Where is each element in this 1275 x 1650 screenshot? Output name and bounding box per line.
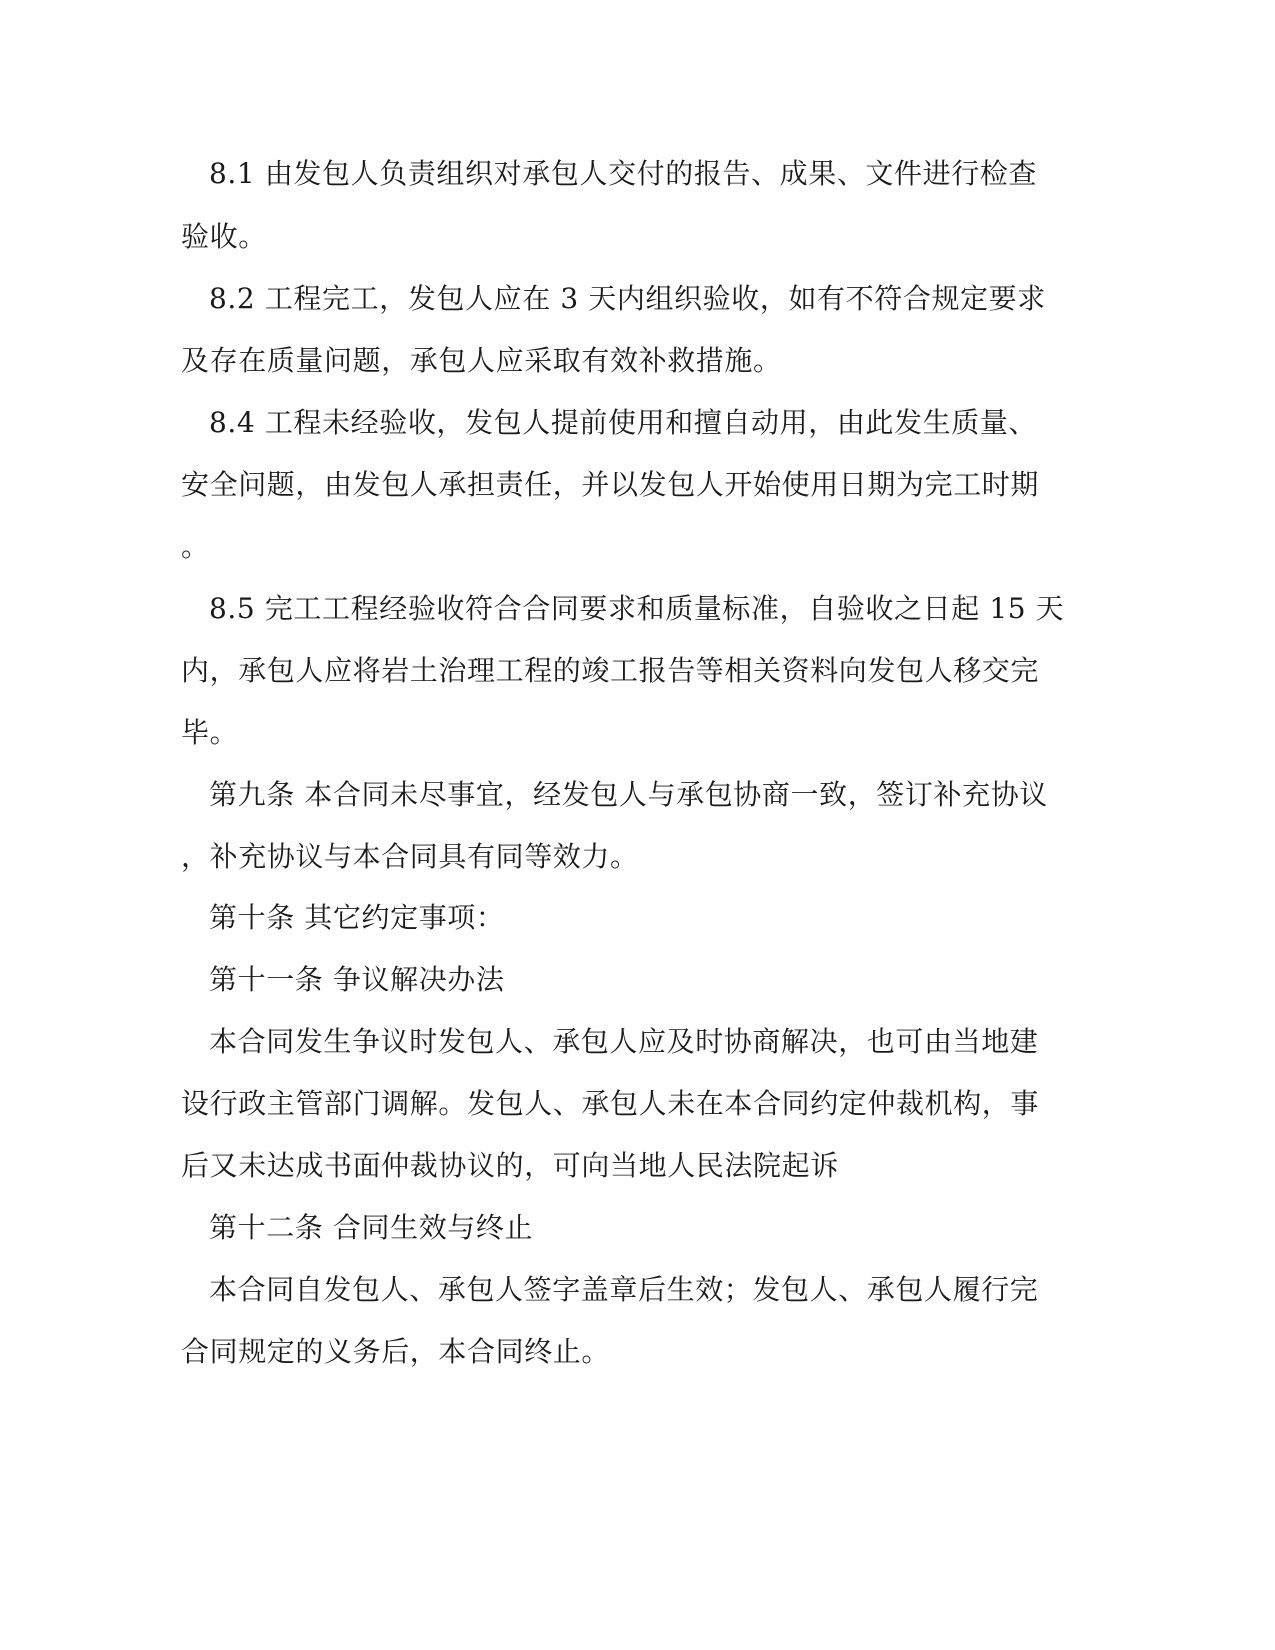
clause-8-4-line-2: 安全问题，由发包人承担责任，并以发包人开始使用日期为完工时期 — [181, 468, 1040, 501]
article-10-heading: 第十条 其它约定事项： — [209, 901, 505, 934]
article-9-line-1: 第九条 本合同未尽事宜，经发包人与承包协商一致，签订补充协议 — [209, 778, 1048, 811]
clause-8-4-line-3: 。 — [181, 530, 210, 563]
article-12-line-2: 合同规定的义务后，本合同终止。 — [181, 1335, 611, 1368]
clause-8-5-line-1: 8.5 完工工程经验收符合合同要求和质量标准，自验收之日起 15 天 — [209, 592, 1065, 625]
clause-8-5-line-3: 毕。 — [181, 716, 239, 749]
article-11-heading: 第十一条 争议解决办法 — [209, 963, 505, 996]
article-12-heading: 第十二条 合同生效与终止 — [209, 1211, 534, 1244]
article-12-line-1: 本合同自发包人、承包人签字盖章后生效；发包人、承包人履行完 — [209, 1273, 1039, 1306]
article-9-line-2: ，补充协议与本合同具有同等效力。 — [181, 840, 639, 873]
clause-8-2-line-2: 及存在质量问题，承包人应采取有效补救措施。 — [181, 344, 782, 377]
article-11-line-1: 本合同发生争议时发包人、承包人应及时协商解决，也可由当地建 — [209, 1025, 1039, 1058]
article-11-line-2: 设行政主管部门调解。发包人、承包人未在本合同约定仲裁机构，事 — [181, 1087, 1040, 1120]
clause-8-1-line-1: 8.1 由发包人负责组织对承包人交付的报告、成果、文件进行检查 — [209, 157, 1038, 190]
clause-8-4-line-1: 8.4 工程未经验收，发包人提前使用和擅自动用，由此发生质量、 — [209, 406, 1038, 439]
clause-8-1-line-2: 验收。 — [181, 220, 267, 253]
clause-8-2-line-1: 8.2 工程完工，发包人应在 3 天内组织验收，如有不符合规定要求 — [209, 282, 1046, 315]
clause-8-5-line-2: 内，承包人应将岩土治理工程的竣工报告等相关资料向发包人移交完 — [181, 654, 1040, 687]
article-11-line-3: 后又未达成书面仲裁协议的，可向当地人民法院起诉 — [181, 1149, 839, 1182]
